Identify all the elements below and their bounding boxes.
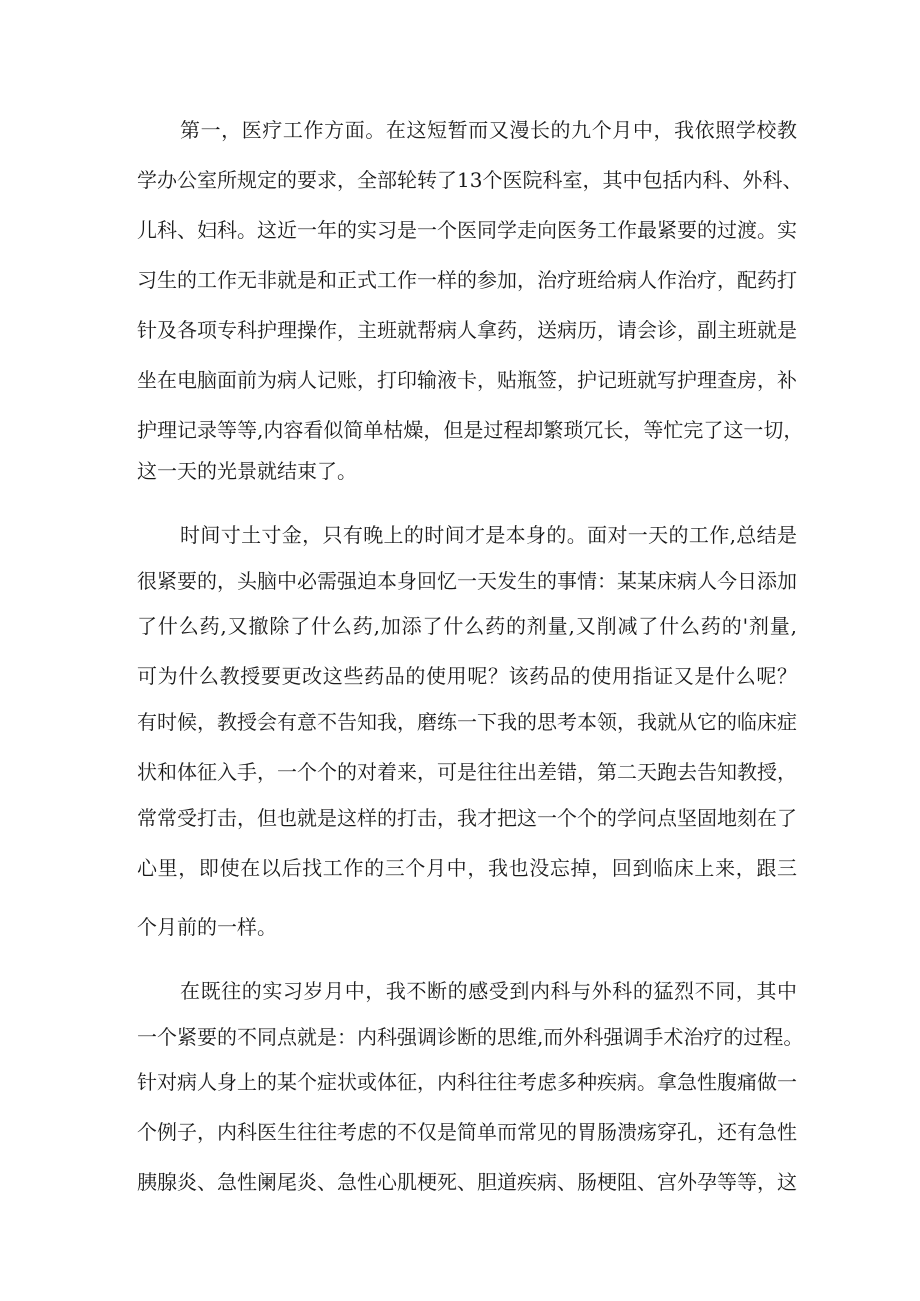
paragraph-line: 坐在电脑面前为病人记账，打印输液卡，贴瓶签，护记班就写护理查房，补	[137, 368, 797, 392]
paragraph-line: 习生的工作无非就是和正式工作一样的参加，治疗班给病人作治疗，配药打	[137, 268, 797, 292]
paragraph-line: 针对病人身上的某个症状或体征，内科往往考虑多种疾病。拿急性腹痛做一	[137, 1070, 797, 1094]
paragraph-line: 心里，即使在以后找工作的三个月中，我也没忘掉，回到临床上来，跟三	[137, 856, 797, 880]
paragraph-line: 了什么药,又撤除了什么药,加添了什么药的剂量,又削减了什么药的'剂量,	[137, 614, 797, 638]
paragraph-line: 在既往的实习岁月中，我不断的感受到内科与外科的猛烈不同，其中	[180, 979, 797, 1003]
paragraph-line: 很紧要的，头脑中必需强迫本身回忆一天发生的事情：某某床病人今日添加	[137, 569, 797, 593]
paragraph-line: 状和体征入手，一个个的对着来，可是往往出差错，第二天跑去告知教授，	[137, 760, 797, 784]
paragraph-line: 有时候，教授会有意不告知我，磨练一下我的思考本领，我就从它的临床症	[137, 710, 797, 734]
paragraph-line: 针及各项专科护理操作，主班就帮病人拿药，送病历，请会诊，副主班就是	[137, 318, 797, 342]
paragraph-line: 个月前的一样。	[137, 915, 277, 939]
paragraph-line: 一个紧要的不同点就是：内科强调诊断的思维,而外科强调手术治疗的过程。	[137, 1025, 804, 1049]
paragraph-line: 常常受打击，但也就是这样的打击，我才把这一个个的学问点坚固地刻在了	[137, 806, 797, 830]
paragraph-line: 胰腺炎、急性阑尾炎、急性心肌梗死、胆道疾病、肠梗阻、宫外孕等等，这	[137, 1170, 797, 1194]
paragraph-line: 儿科、妇科。这近一年的实习是一个医同学走向医务工作最紧要的过渡。实	[137, 218, 797, 242]
paragraph-line: 个例子，内科医生往往考虑的不仅是简单而常见的胃肠溃疡穿孔，还有急性	[137, 1120, 797, 1144]
paragraph-line: 学办公室所规定的要求，全部轮转了13个医院科室，其中包括内科、外科、	[137, 168, 803, 192]
paragraph-line: 这一天的光景就结束了。	[137, 459, 357, 483]
paragraph-line: 第一，医疗工作方面。在这短暂而又漫长的九个月中，我依照学校教	[180, 118, 797, 142]
paragraph-line: 时间寸土寸金，只有晚上的时间才是本身的。面对一天的工作,总结是	[180, 523, 797, 547]
paragraph-line: 护理记录等等,内容看似简单枯燥，但是过程却繁琐冗长，等忙完了这一切，	[137, 418, 804, 442]
paragraph-line: 可为什么教授要更改这些药品的使用呢？该药品的使用指证又是什么呢？	[137, 664, 797, 688]
